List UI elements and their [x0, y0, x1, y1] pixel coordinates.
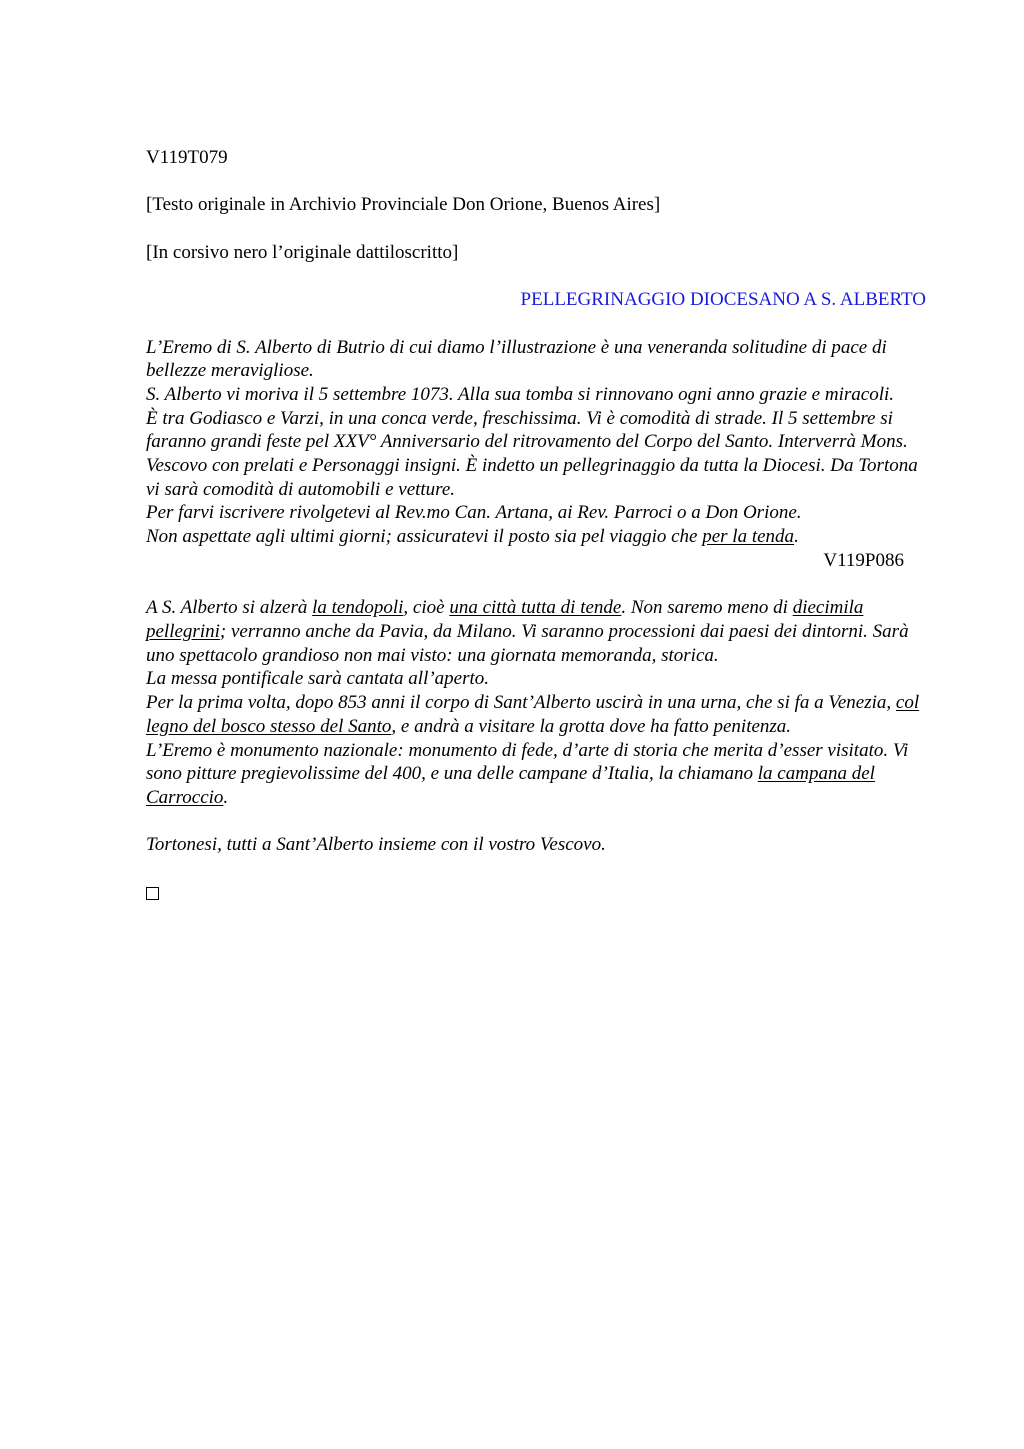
text-span: . Non saremo meno di: [621, 597, 793, 619]
text-span: ; verranno anche da Pavia, da Milano. Vi saranno processioni dai paesi dei dintorni. Sarà uno spettacolo grandioso non mai visto: una giornata memoranda, storica.: [146, 620, 909, 666]
document-page: [146, 146, 926, 906]
paragraph-enrol: Per farvi iscrivere rivolgetevi al Rev.mo Can. Artana, ai Rev. Parroci o a Don Orione.: [146, 502, 802, 524]
underlined-text: diecimila pellegrini: [146, 597, 864, 642]
underlined-text: una città tutta di tende: [449, 597, 622, 619]
paragraph-mass: La messa pontificale sarà cantata all’aperto.: [146, 668, 490, 690]
text-span: L’Eremo è monumento nazionale: monumento di fede, d’arte di storia che merita d’esser visitato. Vi sono pitture pregievolissime del 400, e una delle campane d’Italia, la chiamano: [146, 739, 909, 785]
text-span: Non aspettate agli ultimi giorni; assicuratevi il posto sia pel viaggio che: [146, 526, 703, 548]
text-span: .: [223, 786, 229, 808]
italic-note: [In corsivo nero l’originale dattiloscritto]: [146, 241, 459, 263]
closing-line: Tortonesi, tutti a Sant’Alberto insieme con il vostro Vescovo.: [146, 834, 606, 856]
paragraph-block-2: [146, 596, 926, 809]
text-span: A S. Alberto si alzerà: [146, 597, 313, 619]
end-box-icon: [146, 887, 159, 900]
paragraph-urn: [146, 691, 926, 738]
text-span: Per la prima volta, dopo 853 anni il corpo di Sant’Alberto uscirà in una urna, che si fa a Venezia,: [146, 692, 896, 714]
text-span: , cioè: [403, 597, 450, 619]
archive-note: [Testo originale in Archivio Provinciale Don Orione, Buenos Aires]: [146, 194, 661, 216]
page-reference: V119P086: [823, 549, 904, 571]
paragraph-location: È tra Godiasco e Varzi, in una conca verde, freschissima. Vi è comodità di strade. Il 5 settembre si faranno grandi feste pel XXV° Anniversario del ritrovamento del Corpo del Santo. Interverrà Mons. Vescovo con prelati e Personaggi insigni. È indetto un pellegrinaggio da tutta la Diocesi. Da Tortona vi sarà comodità di automobili e vetture.: [146, 407, 918, 500]
paragraph-death: S. Alberto vi moriva il 5 settembre 1073. Alla sua tomba si rinnovano ogni anno grazie e miracoli.: [146, 383, 894, 405]
text-span: , e andrà a visitare la grotta dove ha fatto penitenza.: [391, 715, 792, 737]
underlined-text: per la tenda: [702, 526, 795, 548]
text-span: .: [794, 526, 799, 548]
underlined-text: col legno del bosco stesso del Santo: [146, 692, 920, 737]
underlined-text: la tendopoli: [312, 597, 404, 619]
paragraph-monument: [146, 739, 926, 810]
underlined-text: la campana del Carroccio: [146, 763, 875, 808]
paragraph-reserve: [146, 525, 926, 549]
document-title: PELLEGRINAGGIO DIOCESANO A S. ALBERTO: [520, 289, 926, 311]
paragraph-block-1: [146, 336, 926, 573]
document-code: V119T079: [146, 147, 228, 168]
paragraph-eremo: L’Eremo di S. Alberto di Butrio di cui diamo l’illustrazione è una veneranda solitudine di pace di bellezze meravigliose.: [146, 336, 887, 382]
paragraph-tendopoli: [146, 596, 926, 667]
